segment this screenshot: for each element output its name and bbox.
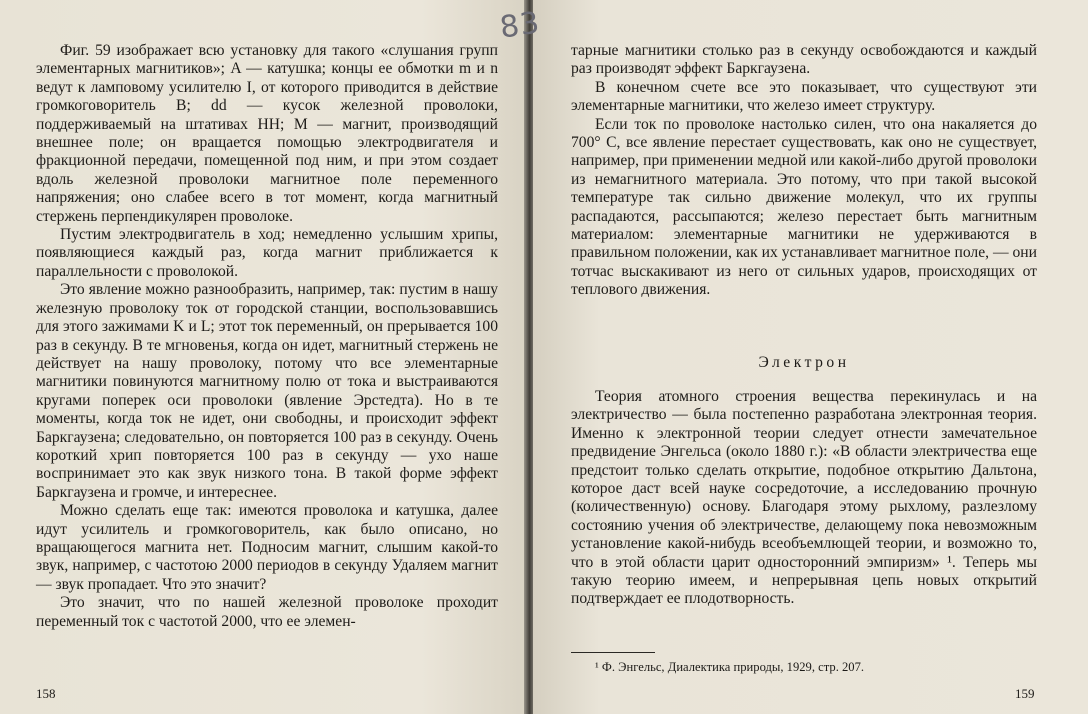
footnote: ¹ Ф. Энгельс, Диалектика природы, 1929, стр. 207. xyxy=(595,660,865,674)
paragraph: Пустим электродвигатель в ход; немедленно услышим хрипы, появляющиеся каждый раз, когда магнит приближается к параллельности с проволокой. xyxy=(36,226,498,280)
left-page-body xyxy=(36,42,498,631)
paragraph: В конечном счете все это показывает, что существуют эти элементарные магнитики, что железо имеет структуру. xyxy=(571,78,1037,115)
paragraph: Если ток по проволоке настолько силен, что она накаляется до 700° С, все явление перестает существовать, как оно не существует, например, при применении медной или какой-либо другой проволоки из немагнитного материала. Это потому, что при такой высокой температуре так сильно движение молекул, что их группы распадаются, рассыпаются; железо перестает быть магнитным материалом: элементарные магнитики не удерживаются в правильном положении, как их устанавливает магнитное поле, — они тотчас выскакивают из него от сильных ударов, происходящих от теплового движения. xyxy=(571,115,1037,299)
paragraph: тарные магнитики столько раз в секунду освобождаются и каждый раз производят эффект Баркгаузена. xyxy=(571,42,1037,78)
paragraph: Это значит, что по нашей железной проволоке проходит переменный ток с частотой 2000, что ее элемен- xyxy=(36,594,498,630)
paragraph: Можно сделать еще так: имеются проволока и катушка, далее идут усилитель и громкоговоритель, как было описано, но вращающегося магнита нет. Подносим магнит, слышим какой-то звук, например, с частотою 2000 периодов в секунду Удаляем магнит — звук пропадает. Что это значит? xyxy=(36,502,498,593)
left-page xyxy=(0,0,526,714)
footnote-divider xyxy=(571,652,655,653)
page-number: 159 xyxy=(1015,686,1035,701)
right-page-body-bottom xyxy=(571,388,1037,609)
paragraph: Это явление можно разнообразить, например, так: пустим в нашу железную проволоку ток от городской станции, воспользовавшись для этого зажимами K и L; этот ток переменный, он прерывается 100 раз в секунду. В те мгновенья, когда он идет, магнитный стержень не действует на нашу проволоку, потому что все элементарные магнитики повинуются магнитному полю от тока и выстраиваются кругами поперек оси проволоки (явление Эрстедта). Но в те моменты, когда ток не идет, они свободны, и происходит эффект Баркгаузена; следовательно, он повторяется 100 раз в секунду. Очень короткий хрип повторяется 100 раз в секунду — ухо наше воспринимает это как звук низкого тона. В такой форме эффект Баркгаузена и громче, и интереснее. xyxy=(36,281,498,501)
page-number: 158 xyxy=(36,686,56,701)
paragraph: Теория атомного строения вещества перекинулась и на электричество — была постепенно разработана электронная теория. Именно к электронной теории следует отнести замечательное предвидение Энгельса (около 1880 г.): «В области электричества еще предстоит только сделать открытие, подобное открытию Дальтона, которое даст всей науке сосредоточие, а исследованию прочную (количественную) основу. Благодаря этому рыхлому, разлезлому состоянию учения об электричестве, делающему пока невозможным установление какой-нибудь всеобъемлющей теории, и возможно то, что в этой области царит односторонний эмпиризм» ¹. Теперь мы такую теорию имеем, и непрерывная цепь новых открытий подтверждает ее плодотворность. xyxy=(571,388,1037,608)
handwritten-page-mark: 83 xyxy=(497,5,543,46)
paragraph: Фиг. 59 изображает всю установку для такого «слушания групп элементарных магнитиков»; A — катушка; концы ее обмотки m и n ведут к ламповому усилителю I, от которого приводится в действие громкоговоритель B; dd — кусок железной проволоки, поддерживаемый на штативах HH; M — магнит, производящий внешнее поле; он вращается помощью электродвигателя и фракционной передачи, помещенной под ним, и при этом создает вдоль железной проволоки магнитное поле переменного напряжения; оно слабее всего в тот момент, когда магнитный стержень перпендикулярен проволоке. xyxy=(36,42,498,225)
right-page-body-top xyxy=(571,42,1037,300)
right-page xyxy=(533,0,1088,714)
section-heading: Электрон xyxy=(758,354,850,371)
